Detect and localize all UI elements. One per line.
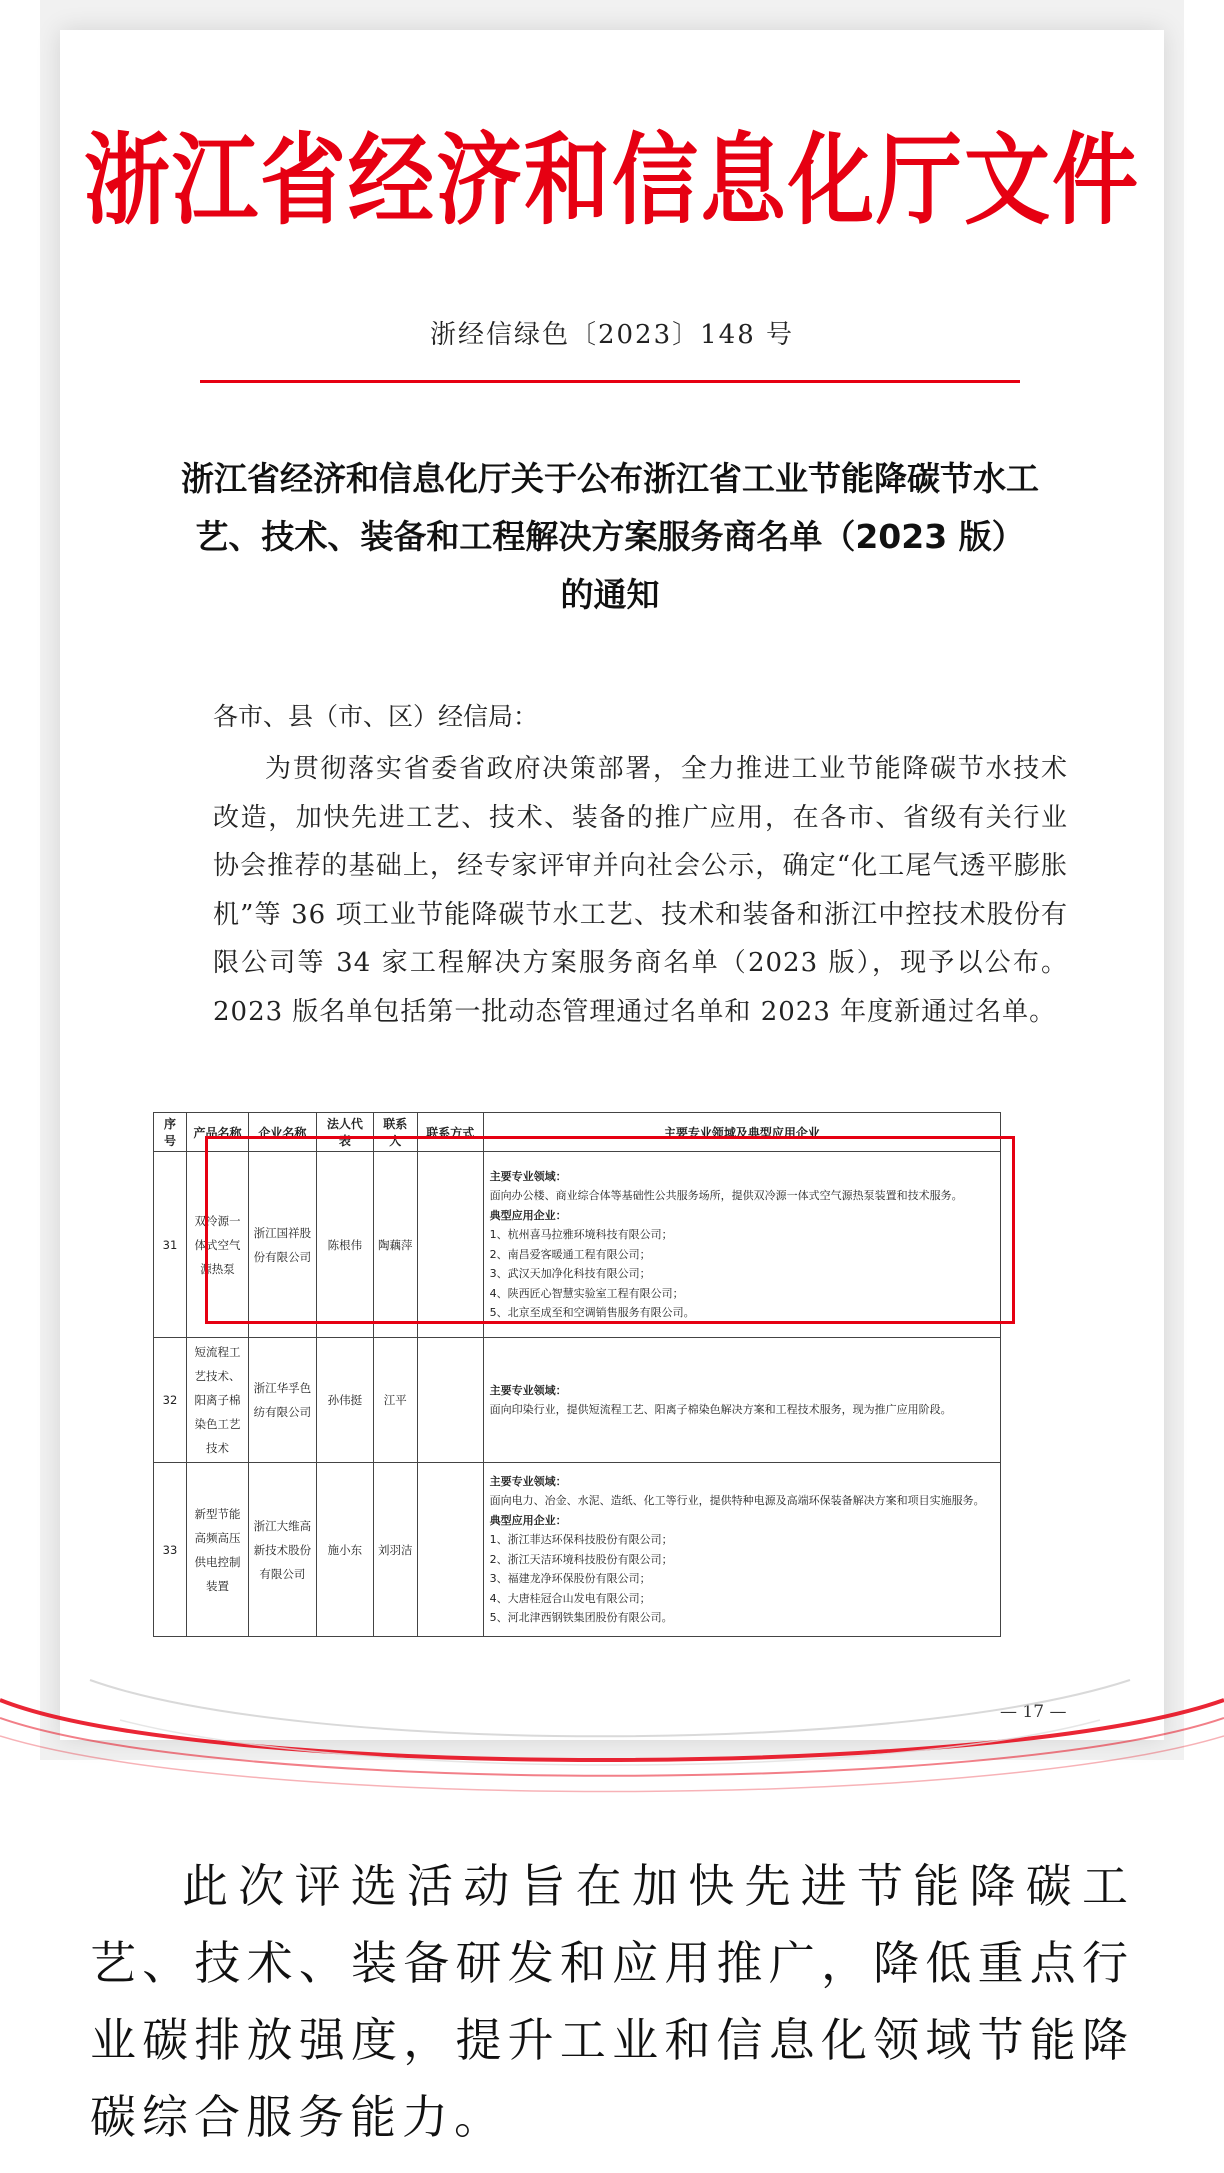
row-phone [417,1338,483,1463]
page-number: — 17 — [1000,1702,1067,1722]
table-row [154,1152,1001,1338]
table-row [154,1338,1001,1463]
row-product: 双冷源一体式空气源热泵 [186,1152,248,1338]
row-legal-rep: 孙伟挺 [316,1338,373,1463]
row-detail [483,1152,1000,1338]
row-detail [483,1338,1000,1463]
header-contact: 联系人 [373,1113,417,1152]
row-no: 31 [154,1152,187,1338]
row-detail [483,1463,1000,1637]
table-row [154,1463,1001,1637]
app-item: 4、陕西匠心智慧实验室工程有限公司； [489,1286,684,1300]
header-product: 产品名称 [186,1113,248,1152]
app-item: 2、南昌爱客暖通工程有限公司； [489,1247,651,1261]
app-item: 5、河北津西钢铁集团股份有限公司。 [489,1611,673,1624]
app-item: 4、大唐桂冠合山发电有限公司； [489,1591,651,1605]
row-phone [417,1463,483,1637]
row-product: 短流程工艺技术、阳离子棉染色工艺技术 [186,1338,248,1463]
field-heading: 主要专业领域： [489,1383,567,1397]
row-contact: 刘羽洁 [373,1463,417,1637]
apps-heading: 典型应用企业： [489,1513,567,1527]
body-paragraph: 为贯彻落实省委省政府决策部署，全力推进工业节能降碳节水技术改造，加快先进工艺、技术、装备的推广应用，在各市、省级有关行业协会推荐的基础上，经专家评审并向社会公示，确定“化工尾气透平膨胀机”等 36 项工业节能降碳节水工艺、技术和装备和浙江中控技术股份有限公司等 34 家工程解决方案服务商名单（2023 版），现予以公布。2023 版名单包括第一批动态管理通过名单和 2023 年度新通过名单。 [213,754,1068,1027]
field-heading: 主要专业领域： [489,1474,567,1488]
field-text: 面向印染行业，提供短流程工艺、阳离子棉染色解决方案和工程技术服务，现为推广应用阶段。 [489,1403,952,1416]
document-header: 浙江省经济和信息化厅文件 [84,123,1140,239]
app-item: 3、福建龙净环保股份有限公司； [489,1572,651,1585]
salutation: 各市、县（市、区）经信局： [213,702,539,731]
app-item: 3、武汉天加净化科技有限公司； [489,1267,651,1280]
app-item: 1、浙江菲达环保科技股份有限公司； [489,1533,673,1546]
header-fields: 主要专业领域及典型应用企业 [483,1113,1000,1152]
row-company: 浙江国祥股份有限公司 [248,1152,316,1338]
row-company: 浙江华孚色纺有限公司 [248,1338,316,1463]
document-number: 浙经信绿色〔2023〕148 号 [429,320,795,350]
field-heading: 主要专业领域： [489,1169,567,1183]
app-item: 5、北京至成至和空调销售服务有限公司。 [489,1306,695,1319]
document-title: 浙江省经济和信息化厅关于公布浙江省工业节能降碳节水工艺、技术、装备和工程解决方案服务商名单（2023 版）的通知 [181,459,1039,614]
decorative-swoosh [0,1660,1224,1820]
row-product: 新型节能高频高压供电控制装置 [186,1463,248,1637]
app-item: 2、浙江天洁环境科技股份有限公司； [489,1552,673,1566]
header-no: 序号 [154,1113,187,1152]
row-contact: 江平 [373,1338,417,1463]
row-company: 浙江大维高新技术股份有限公司 [248,1463,316,1637]
header-phone: 联系方式 [417,1113,483,1152]
row-phone [417,1152,483,1338]
row-no: 32 [154,1338,187,1463]
field-text: 面向电力、冶金、水泥、造纸、化工等行业，提供特种电源及高端环保装备解决方案和项目实施服务。 [489,1494,985,1507]
row-no: 33 [154,1463,187,1637]
row-legal-rep: 施小东 [316,1463,373,1637]
row-legal-rep: 陈根伟 [316,1152,373,1338]
header-company: 企业名称 [248,1113,316,1152]
provider-table [153,1112,1001,1637]
header-legal-rep: 法人代表 [316,1113,373,1152]
red-divider [200,380,1020,383]
field-text: 面向办公楼、商业综合体等基础性公共服务场所，提供双冷源一体式空气源热泵装置和技术服务。 [489,1189,963,1202]
app-item: 1、杭州喜马拉雅环境科技有限公司； [489,1228,673,1241]
row-contact: 陶藕萍 [373,1152,417,1338]
apps-heading: 典型应用企业： [489,1208,567,1222]
caption-paragraph: 此次评选活动旨在加快先进节能降碳工艺、技术、装备研发和应用推广，降低重点行业碳排放强度，提升工业和信息化领域节能降碳综合服务能力。 [90,1859,1134,2144]
table-header-row [154,1113,1001,1152]
